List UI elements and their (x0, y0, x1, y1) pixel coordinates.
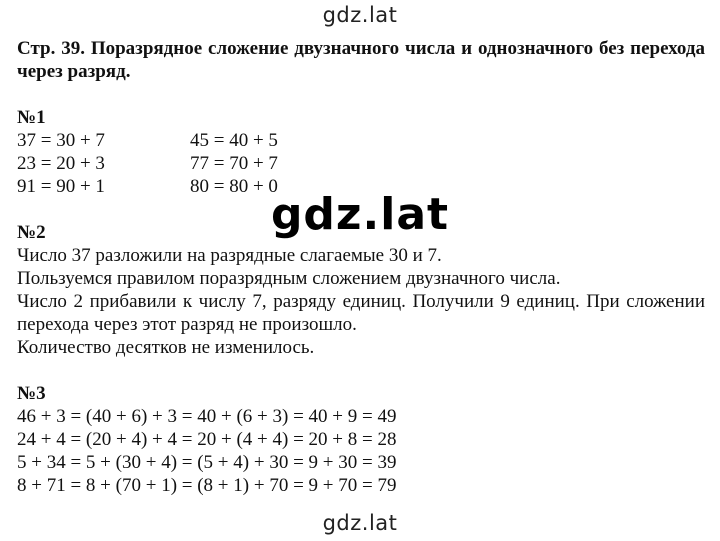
equation: 91 = 90 + 1 (17, 176, 105, 197)
task-2-number: №2 (17, 222, 46, 243)
equation: 77 = 70 + 7 (190, 153, 278, 174)
task-2-line: Число 37 разложили на разрядные слагаемые 30 и 7. (17, 245, 442, 266)
task-2-line: Пользуемся правилом поразрядным сложением двузначного числа. (17, 268, 561, 289)
watermark-center: gdz.lat (270, 189, 450, 240)
equation: 37 = 30 + 7 (17, 130, 105, 151)
task-3-line: 8 + 71 = 8 + (70 + 1) = (8 + 1) + 70 = 9 + 70 = 79 (17, 475, 397, 496)
equation: 80 = 80 + 0 (190, 176, 278, 197)
equation: 23 = 20 + 3 (17, 153, 105, 174)
task-2-line: Число 2 прибавили к числу 7, разряду единиц. Получили 9 единиц. При сложении перехода через этот разряд не произошло. (17, 291, 705, 335)
task-3-number: №3 (17, 383, 46, 404)
task-1-equations (17, 129, 705, 198)
task-3-line: 46 + 3 = (40 + 6) + 3 = 40 + (6 + 3) = 40 + 9 = 49 (17, 406, 397, 427)
watermark-top: gdz.lat (322, 3, 398, 27)
task-3-line: 5 + 34 = 5 + (30 + 4) = (5 + 4) + 30 = 9 + 30 = 39 (17, 452, 397, 473)
task-1-number: №1 (17, 107, 46, 128)
watermark-bottom: gdz.lat (322, 511, 398, 535)
document-body (17, 37, 705, 497)
task-2-line: Количество десятков не изменилось. (17, 337, 315, 358)
equation: 45 = 40 + 5 (190, 130, 278, 151)
page-title: Стр. 39. Поразрядное сложение двузначного числа и однозначного без перехода через разряд. (17, 38, 705, 82)
task-3-line: 24 + 4 = (20 + 4) + 4 = 20 + (4 + 4) = 20 + 8 = 28 (17, 429, 397, 450)
